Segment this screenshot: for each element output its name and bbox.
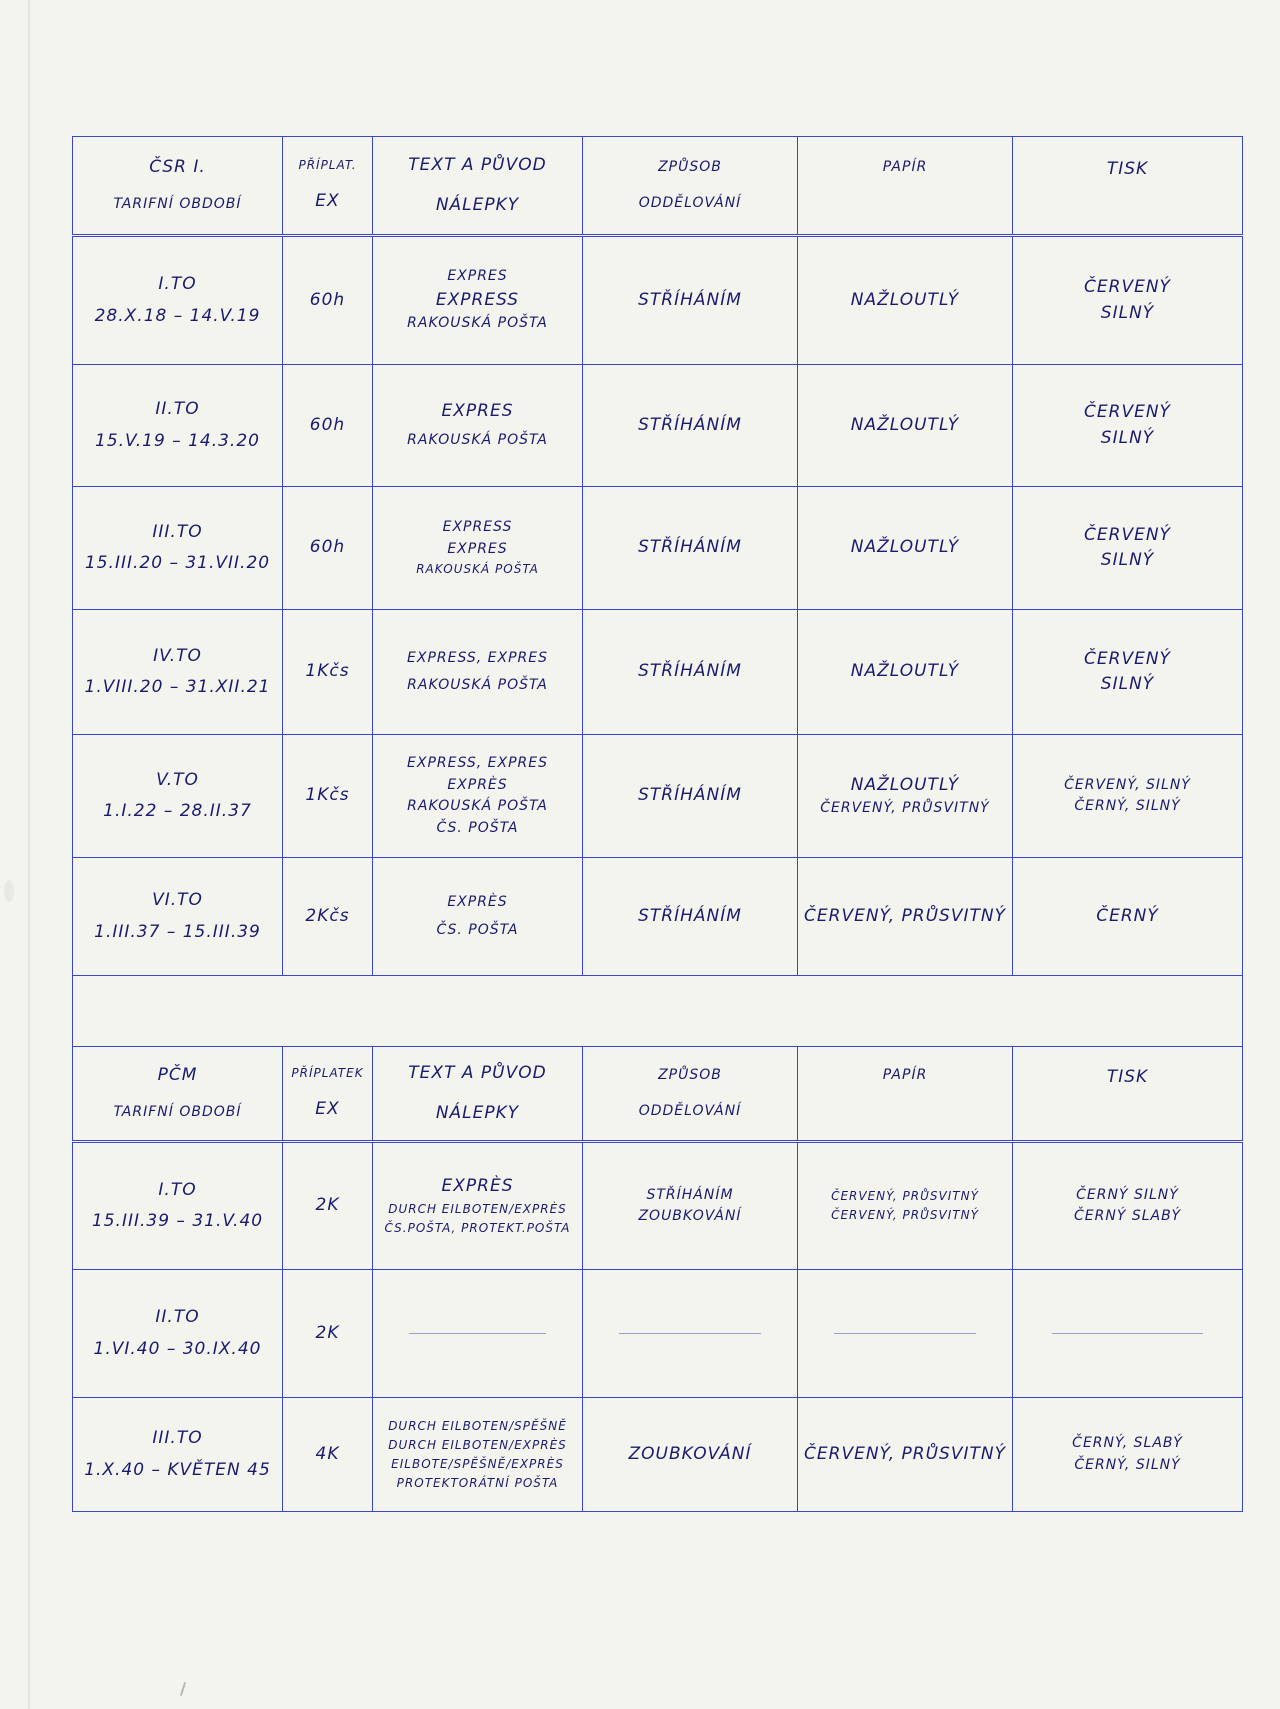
period-name: II.TO xyxy=(155,1307,200,1328)
header-paper xyxy=(798,137,1013,236)
header-surcharge-title: PŘÍPLAT. xyxy=(298,158,357,173)
period-name: I.TO xyxy=(158,274,197,295)
text-cell-empty xyxy=(373,1270,583,1398)
paper-value: ČERVENÝ, PRŮSVITNÝ xyxy=(798,858,1013,976)
text-line: DURCH EILBOTEN/EXPRÈS xyxy=(388,1201,567,1216)
print-line: ČERVENÝ xyxy=(1084,524,1171,545)
print-line: SILNÝ xyxy=(1100,427,1155,448)
print-cell xyxy=(1013,1398,1243,1512)
header-method-subtitle: ODDĚLOVÁNÍ xyxy=(638,194,742,211)
header-method-title: ZPŮSOB xyxy=(658,1067,722,1083)
period-dates: 15.V.19 – 14.3.20 xyxy=(95,430,260,451)
header-method xyxy=(583,137,798,236)
method-value: STŘÍHÁNÍM xyxy=(583,858,798,976)
period-name: I.TO xyxy=(158,1179,197,1200)
text-line: DURCH EILBOTEN/SPĚŠNĚ xyxy=(388,1418,567,1433)
method-value: STŘÍHÁNÍM xyxy=(583,365,798,487)
text-line: ČS. POŠTA xyxy=(436,819,519,836)
paper-value: NAŽLOUTLÝ xyxy=(798,365,1013,487)
period-name: II.TO xyxy=(155,399,200,420)
method-cell xyxy=(583,1142,798,1270)
period-cell xyxy=(73,1142,283,1270)
header-surcharge-title: PŘÍPLATEK xyxy=(291,1066,364,1081)
text-line: EXPRES xyxy=(447,540,508,557)
period-name: III.TO xyxy=(152,521,203,542)
text-line: EXPRÈS xyxy=(447,894,508,910)
text-line: DURCH EILBOTEN/EXPRÈS xyxy=(388,1437,567,1452)
text-line: RAKOUSKÁ POŠTA xyxy=(407,432,548,449)
paper-line: ČERVENÝ, PRŮSVITNÝ xyxy=(820,799,990,816)
section-spacer xyxy=(73,976,1243,1047)
text-line: EXPRES xyxy=(441,401,514,422)
print-cell xyxy=(1013,365,1243,487)
print-line: SILNÝ xyxy=(1100,674,1155,694)
print-line: ČERVENÝ xyxy=(1084,402,1171,423)
method-value: STŘÍHÁNÍM xyxy=(583,487,798,610)
period-dates: 28.X.18 – 14.V.19 xyxy=(94,305,261,326)
table-row xyxy=(73,1270,1243,1398)
table-row xyxy=(73,1142,1243,1270)
period-dates: 1.VIII.20 – 31.XII.21 xyxy=(84,677,271,697)
table-row xyxy=(73,487,1243,610)
text-line: PROTEKTORÁTNÍ POŠTA xyxy=(396,1475,559,1490)
table-row xyxy=(73,858,1243,976)
paper-value: NAŽLOUTLÝ xyxy=(798,487,1013,610)
header-text xyxy=(373,137,583,236)
period-cell xyxy=(73,610,283,735)
print-cell xyxy=(1013,610,1243,735)
method-value: STŘÍHÁNÍM xyxy=(583,610,798,735)
surcharge-value: 60h xyxy=(283,365,373,487)
period-dates: 1.III.37 – 15.III.39 xyxy=(94,921,261,942)
paper-line: NAŽLOUTLÝ xyxy=(850,774,960,795)
print-line: ČERNÝ, SLABÝ xyxy=(1072,1435,1183,1451)
print-line: SILNÝ xyxy=(1100,302,1155,323)
table-row xyxy=(73,236,1243,365)
print-line: ČERNÝ, SILNÝ xyxy=(1074,1456,1181,1473)
method-cell-empty xyxy=(583,1270,798,1398)
surcharge-value: 1Kčs xyxy=(283,610,373,735)
period-dates: 1.I.22 – 28.II.37 xyxy=(103,801,252,821)
pcm-header-row xyxy=(73,1047,1243,1142)
print-value: ČERNÝ xyxy=(1013,858,1243,976)
text-line: EXPRESS, EXPRES xyxy=(407,649,548,666)
period-cell xyxy=(73,1398,283,1512)
period-cell xyxy=(73,858,283,976)
header-text-subtitle: NÁLEPKY xyxy=(435,1102,520,1123)
print-line: SILNÝ xyxy=(1100,550,1155,570)
table-row xyxy=(73,1398,1243,1512)
text-line: ČS.POŠTA, PROTEKT.POŠTA xyxy=(384,1220,571,1235)
print-line: ČERVENÝ xyxy=(1084,648,1171,669)
text-cell xyxy=(373,236,583,365)
header-print xyxy=(1013,137,1243,236)
paper-line: ČERVENÝ, PRŮSVITNÝ xyxy=(831,1208,979,1222)
header-print-title: TISK xyxy=(1106,1067,1149,1087)
text-line: RAKOUSKÁ POŠTA xyxy=(407,677,548,693)
header-print-title: TISK xyxy=(1106,159,1149,179)
table-row xyxy=(73,610,1243,735)
text-cell xyxy=(373,735,583,858)
print-line: ČERVENÝ xyxy=(1084,277,1171,298)
print-cell xyxy=(1013,236,1243,365)
print-cell xyxy=(1013,1142,1243,1270)
surcharge-value: 2K xyxy=(283,1270,373,1398)
header-period-title: PČM xyxy=(157,1065,198,1086)
page-edge xyxy=(28,0,30,1709)
surcharge-value: 4K xyxy=(283,1398,373,1512)
text-line: EXPRÈS xyxy=(441,1176,514,1197)
text-cell xyxy=(373,858,583,976)
method-line: ZOUBKOVÁNÍ xyxy=(638,1208,742,1224)
period-cell xyxy=(73,735,283,858)
surcharge-value: 60h xyxy=(283,236,373,365)
text-line: RAKOUSKÁ POŠTA xyxy=(416,562,539,576)
tariff-table xyxy=(72,136,1243,1512)
surcharge-value: 2K xyxy=(283,1142,373,1270)
print-line: ČERNÝ SILNÝ xyxy=(1076,1186,1179,1203)
text-cell xyxy=(373,487,583,610)
empty-dash xyxy=(834,1333,975,1334)
header-text-title: TEXT A PŮVOD xyxy=(408,155,547,176)
header-surcharge-subtitle: EX xyxy=(315,1099,340,1120)
header-text-subtitle: NÁLEPKY xyxy=(435,194,520,215)
header-period xyxy=(73,1047,283,1142)
print-cell xyxy=(1013,735,1243,858)
text-line: EXPRESS xyxy=(442,519,513,535)
empty-dash xyxy=(409,1333,547,1334)
header-surcharge-subtitle: EX xyxy=(315,191,340,212)
text-cell xyxy=(373,610,583,735)
print-cell xyxy=(1013,487,1243,610)
paper-value: NAŽLOUTLÝ xyxy=(798,610,1013,735)
header-paper-title: PAPÍR xyxy=(882,1067,928,1083)
method-value: STŘÍHÁNÍM xyxy=(583,236,798,365)
method-value: STŘÍHÁNÍM xyxy=(583,735,798,858)
header-method xyxy=(583,1047,798,1142)
paper-value: NAŽLOUTLÝ xyxy=(798,236,1013,365)
header-paper xyxy=(798,1047,1013,1142)
header-method-subtitle: ODDĚLOVÁNÍ xyxy=(638,1102,742,1119)
text-line: EXPRES xyxy=(447,268,508,285)
paper-cell xyxy=(798,735,1013,858)
print-line: ČERNÝ SLABÝ xyxy=(1074,1208,1181,1224)
text-line: RAKOUSKÁ POŠTA xyxy=(407,315,548,332)
period-dates: 1.X.40 – KVĚTEN 45 xyxy=(84,1459,271,1480)
surcharge-value: 1Kčs xyxy=(283,735,373,858)
text-line: RAKOUSKÁ POŠTA xyxy=(407,798,548,814)
method-value: ZOUBKOVÁNÍ xyxy=(583,1398,798,1512)
header-print xyxy=(1013,1047,1243,1142)
binder-mark xyxy=(4,880,14,902)
header-period-subtitle: TARIFNÍ OBDOBÍ xyxy=(113,1104,242,1121)
paper-value: ČERVENÝ, PRŮSVITNÝ xyxy=(798,1398,1013,1512)
header-period xyxy=(73,137,283,236)
text-cell xyxy=(373,1398,583,1512)
period-name: IV.TO xyxy=(153,645,202,666)
text-cell xyxy=(373,365,583,487)
method-line: STŘÍHÁNÍM xyxy=(646,1186,734,1203)
text-cell xyxy=(373,1142,583,1270)
print-line: ČERVENÝ, SILNÝ xyxy=(1064,776,1191,793)
empty-dash xyxy=(619,1333,760,1334)
period-cell xyxy=(73,487,283,610)
paper-cell-empty xyxy=(798,1270,1013,1398)
surcharge-value: 60h xyxy=(283,487,373,610)
period-dates: 1.VI.40 – 30.IX.40 xyxy=(93,1338,262,1359)
pencil-mark xyxy=(180,1682,186,1696)
surcharge-value: 2Kčs xyxy=(283,858,373,976)
period-dates: 15.III.39 – 31.V.40 xyxy=(91,1211,264,1231)
period-cell xyxy=(73,365,283,487)
spacer-cell xyxy=(73,976,1243,1047)
period-cell xyxy=(73,1270,283,1398)
header-period-subtitle: TARIFNÍ OBDOBÍ xyxy=(113,196,242,213)
text-line: EXPRESS, EXPRES xyxy=(407,755,548,771)
period-name: III.TO xyxy=(152,1428,203,1449)
header-text-title: TEXT A PŮVOD xyxy=(408,1063,547,1084)
period-name: V.TO xyxy=(156,769,199,790)
text-line: EILBOTE/SPĚŠNĚ/EXPRÈS xyxy=(391,1456,564,1471)
header-surcharge xyxy=(283,137,373,236)
header-period-title: ČSR I. xyxy=(149,157,206,178)
csr-header-row xyxy=(73,137,1243,236)
period-dates: 15.III.20 – 31.VII.20 xyxy=(84,553,271,573)
table-row xyxy=(73,735,1243,858)
paper-line: ČERVENÝ, PRŮSVITNÝ xyxy=(831,1189,979,1203)
period-cell xyxy=(73,236,283,365)
header-paper-title: PAPÍR xyxy=(882,159,928,175)
paper-cell xyxy=(798,1142,1013,1270)
text-line: EXPRÈS xyxy=(447,776,508,793)
text-line: ČS. POŠTA xyxy=(436,921,519,938)
print-line: ČERNÝ, SILNÝ xyxy=(1074,798,1181,814)
period-name: VI.TO xyxy=(152,890,203,911)
header-method-title: ZPŮSOB xyxy=(658,159,722,175)
empty-dash xyxy=(1052,1333,1204,1334)
text-line: EXPRESS xyxy=(435,289,520,310)
header-text xyxy=(373,1047,583,1142)
table-row xyxy=(73,365,1243,487)
print-cell-empty xyxy=(1013,1270,1243,1398)
header-surcharge xyxy=(283,1047,373,1142)
